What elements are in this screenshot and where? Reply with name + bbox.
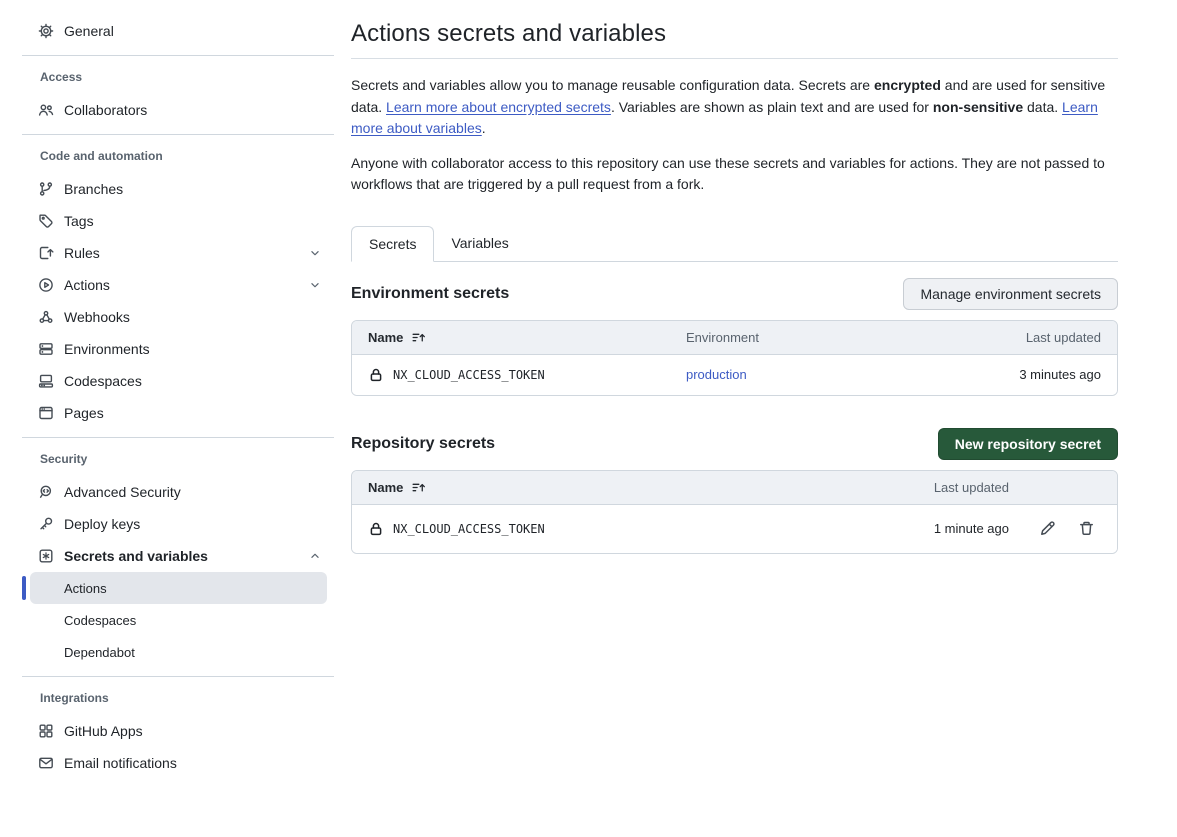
sidebar-section-security: Security <box>40 452 88 466</box>
learn-more-variables-link[interactable]: Learn more about variables <box>351 98 1098 136</box>
main-content <box>351 0 1118 586</box>
edit-secret-button[interactable] <box>1039 520 1056 537</box>
lock-icon <box>368 367 384 383</box>
rules-icon <box>38 245 54 261</box>
new-repository-secret-button[interactable]: New repository secret <box>938 428 1118 460</box>
sidebar-subitem-label: Dependabot <box>64 644 135 660</box>
table-row <box>352 505 1117 553</box>
title-divider <box>351 58 1118 59</box>
page-title: Actions secrets and variables <box>351 20 667 47</box>
sidebar-subitem-dependabot[interactable] <box>30 636 327 668</box>
sidebar-item-label: General <box>64 23 114 39</box>
intro-text: Secrets and variables allow you to manage reusable configuration data. Secrets are <box>351 77 874 93</box>
intro-text: . Variables are shown as plain text and are used for <box>610 98 933 115</box>
repository-secrets-table <box>351 470 1118 554</box>
sidebar-subitem-codespaces[interactable] <box>30 604 327 636</box>
trash-icon <box>1078 520 1095 537</box>
sidebar-item-tags[interactable] <box>22 205 334 237</box>
column-header-last-updated: Last updated <box>1025 329 1101 345</box>
key-asterisk-icon <box>38 548 54 564</box>
sidebar-item-label: Pages <box>64 405 104 421</box>
learn-more-encrypted-secrets-link[interactable]: Learn more about encrypted secrets <box>386 98 611 115</box>
tab-variables[interactable]: Variables <box>451 234 509 251</box>
sidebar-item-advanced-security[interactable] <box>22 476 334 508</box>
sidebar-item-github-apps[interactable] <box>22 715 334 747</box>
sidebar-divider <box>22 437 334 438</box>
sidebar-item-environments[interactable] <box>22 333 334 365</box>
sidebar-section-code-automation: Code and automation <box>40 149 163 163</box>
webhook-icon <box>38 309 54 325</box>
sidebar-item-webhooks[interactable] <box>22 301 334 333</box>
lock-icon <box>368 521 384 537</box>
environment-secrets-table-header <box>352 321 1117 355</box>
sidebar-item-label: Tags <box>64 213 94 229</box>
sidebar-item-label: Advanced Security <box>64 484 181 500</box>
sidebar-section-integrations: Integrations <box>40 691 109 705</box>
sidebar-section-access: Access <box>40 70 83 84</box>
secrets-variables-tabnav <box>351 226 1118 262</box>
codespaces-icon <box>38 373 54 389</box>
repository-secrets-table-header <box>352 471 1117 505</box>
column-header-last-updated: Last updated <box>933 479 1009 495</box>
sidebar-item-label: Codespaces <box>64 373 142 389</box>
last-updated-value: 1 minute ago <box>933 521 1009 536</box>
tab-secrets[interactable]: Secrets <box>351 226 434 262</box>
sidebar-divider <box>22 676 334 677</box>
mail-icon <box>38 755 54 771</box>
codescan-icon <box>38 484 54 500</box>
column-header-name: Name <box>368 479 404 495</box>
environment-secrets-table <box>351 320 1118 396</box>
play-icon <box>38 277 54 293</box>
intro-paragraph-1 <box>351 75 1118 140</box>
browser-icon <box>38 405 54 421</box>
environment-link[interactable]: production <box>686 367 747 382</box>
manage-environment-secrets-button[interactable]: Manage environment secrets <box>903 278 1118 310</box>
sidebar-item-label: Webhooks <box>64 309 130 325</box>
sidebar-item-pages[interactable] <box>22 397 334 429</box>
intro-text: data. <box>1023 98 1063 115</box>
repository-secrets-title: Repository secrets <box>351 434 496 452</box>
intro-bold-non-sensitive: non-sensitive <box>932 98 1024 115</box>
sidebar-subitem-actions[interactable] <box>30 572 327 604</box>
column-header-name: Name <box>368 329 404 345</box>
key-icon <box>38 516 54 532</box>
intro-text: and are used for sensitive data. <box>351 77 1106 115</box>
table-row <box>352 355 1117 395</box>
sidebar-item-general[interactable] <box>22 15 334 47</box>
server-icon <box>38 341 54 357</box>
sidebar-item-branches[interactable] <box>22 173 334 205</box>
intro-paragraph-2: Anyone with collaborator access to this repository can use these secrets and variables for actions. They are not passed to workflows that are triggered by a pull request from a fork. <box>351 154 1105 192</box>
pencil-icon <box>1039 520 1056 537</box>
column-header-environment: Environment <box>686 329 759 345</box>
sidebar-divider <box>22 55 334 56</box>
sidebar-item-label: Rules <box>64 245 100 261</box>
sidebar-item-rules[interactable] <box>22 237 334 269</box>
tag-icon <box>38 213 54 229</box>
sidebar-item-label: Deploy keys <box>64 516 141 532</box>
sidebar-item-actions[interactable] <box>22 269 334 301</box>
intro-bold-encrypted: encrypted <box>873 77 941 93</box>
apps-icon <box>38 723 54 739</box>
secret-name: NX_CLOUD_ACCESS_TOKEN <box>393 367 545 382</box>
sidebar-subitem-label: Actions <box>64 580 107 596</box>
sort-ascending-icon[interactable] <box>411 330 426 345</box>
sidebar-subitem-label: Codespaces <box>64 612 137 628</box>
sidebar-item-label: Secrets and variables <box>64 548 208 564</box>
sidebar-item-label: Branches <box>64 181 124 197</box>
sort-ascending-icon[interactable] <box>411 480 426 495</box>
sidebar-item-secrets-and-variables[interactable] <box>22 540 334 572</box>
chevron-down-icon <box>308 278 322 292</box>
secret-name: NX_CLOUD_ACCESS_TOKEN <box>393 521 545 536</box>
sidebar-item-label: Email notifications <box>64 755 177 771</box>
last-updated-value: 3 minutes ago <box>1019 367 1101 382</box>
sidebar-item-collaborators[interactable] <box>22 94 334 126</box>
environment-secrets-title: Environment secrets <box>351 284 510 302</box>
intro-text: . <box>481 120 486 136</box>
sidebar-item-label: Collaborators <box>64 102 148 118</box>
sidebar-item-label: Environments <box>64 341 150 357</box>
sidebar-item-deploy-keys[interactable] <box>22 508 334 540</box>
environment-secrets-header <box>351 278 1118 310</box>
gear-icon <box>38 23 54 39</box>
sidebar-item-email-notifications[interactable] <box>22 747 334 779</box>
repository-secrets-header <box>351 428 1118 460</box>
delete-secret-button[interactable] <box>1078 520 1095 537</box>
chevron-down-icon <box>308 246 322 260</box>
settings-sidebar <box>0 0 335 779</box>
sidebar-item-label: Actions <box>64 277 110 293</box>
git-branch-icon <box>38 181 54 197</box>
sidebar-divider <box>22 134 334 135</box>
sidebar-item-codespaces[interactable] <box>22 365 334 397</box>
people-icon <box>38 102 54 118</box>
sidebar-item-label: GitHub Apps <box>64 723 143 739</box>
chevron-up-icon <box>308 549 322 563</box>
